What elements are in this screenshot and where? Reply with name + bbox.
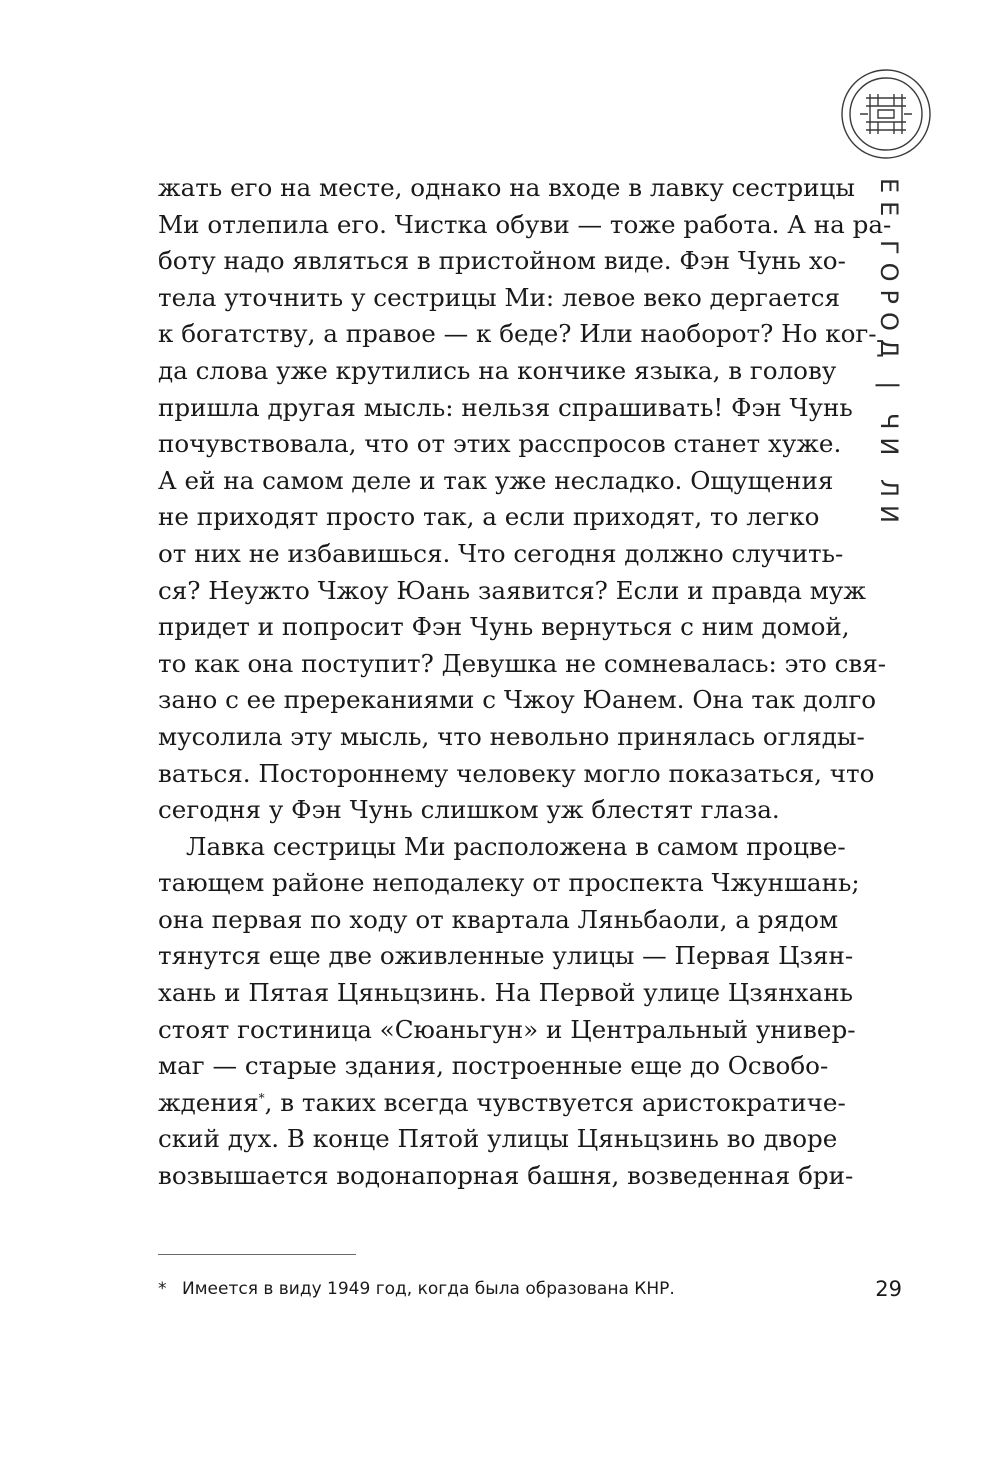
text-segment: ждения (158, 1087, 259, 1117)
text-line: тянутся еще две оживленные улицы — Первая Цзян- (158, 941, 854, 971)
paragraph-2 (158, 829, 860, 1195)
chinese-knot-emblem-icon (840, 68, 932, 160)
text-line: придет и попросит Фэн Чунь вернуться с ним домой, (158, 612, 850, 642)
text-line: тающем районе неподалеку от проспекта Чжуншань; (158, 868, 860, 898)
text-line: жать его на месте, однако на входе в лавку сестрицы (158, 173, 855, 202)
text-line: не приходят просто так, а если приходят, то легко (158, 502, 820, 532)
text-line: боту надо являться в пристойном виде. Фэн Чунь хо- (158, 246, 846, 276)
text-line: стоят гостиница «Сюаньгун» и Центральный универ- (158, 1014, 856, 1044)
footnote (158, 1279, 675, 1299)
text-line: сегодня у Фэн Чунь слишком уж блестят глаза. (158, 795, 780, 825)
text-line: зано с ее пререканиями с Чжоу Юанем. Она так долго (158, 685, 877, 715)
footnote-divider (158, 1254, 356, 1255)
text-line: мусолила эту мысль, что невольно принялась огляды- (158, 721, 865, 751)
text-line: то как она поступит? Девушка не сомневалась: это свя- (158, 648, 887, 678)
text-line: к богатству, а правое — к беде? Или наоборот? Но ког- (158, 319, 877, 349)
text-line: Лавка сестрицы Ми расположена в самом процве- (186, 831, 846, 861)
text-line: ский дух. В конце Пятой улицы Цяньцзинь во дворе (158, 1124, 838, 1154)
text-line: маг — старые здания, построенные еще до Освобо- (158, 1051, 829, 1081)
running-head: ЕЕ ГОРОД | ЧИ ЛИ (875, 178, 903, 531)
text-line: ваться. Постороннему человеку могло показаться, что (158, 758, 875, 788)
text-line: почувствовала, что от этих расспросов станет хуже. (158, 429, 842, 459)
text-line: тела уточнить у сестрицы Ми: левое веко дергается (158, 282, 841, 312)
text-line: Ми отлепила его. Чистка обуви — тоже работа. А на ра- (158, 209, 892, 239)
text-line: А ей на самом деле и так уже несладко. Ощущения (158, 465, 834, 495)
footnote-text: Имеется в виду 1949 год, когда была образована КНР. (182, 1279, 675, 1299)
text-line: да слова уже крутились на кончике языка, в голову (158, 355, 837, 385)
text-line: от них не избавишься. Что сегодня должно случить- (158, 538, 844, 568)
footnote-reference[interactable]: * (258, 1090, 265, 1105)
text-line: хань и Пятая Цяньцзинь. На Первой улице Цзянхань (158, 978, 853, 1008)
text-line: возвышается водонапорная башня, возведенная бри- (158, 1161, 854, 1191)
text-line-with-footnote (158, 1085, 846, 1122)
text-line: она первая по ходу от квартала Ляньбаоли, а рядом (158, 904, 839, 934)
text-segment: , в таких всегда чувствуется аристократиче- (264, 1087, 846, 1117)
text-line: пришла другая мысль: нельзя спрашивать! Фэн Чунь (158, 392, 853, 422)
footnote-mark: * (158, 1279, 167, 1299)
page-number: 29 (875, 1277, 902, 1301)
text-line: ся? Неужто Чжоу Юань заявится? Если и правда муж (158, 575, 866, 605)
